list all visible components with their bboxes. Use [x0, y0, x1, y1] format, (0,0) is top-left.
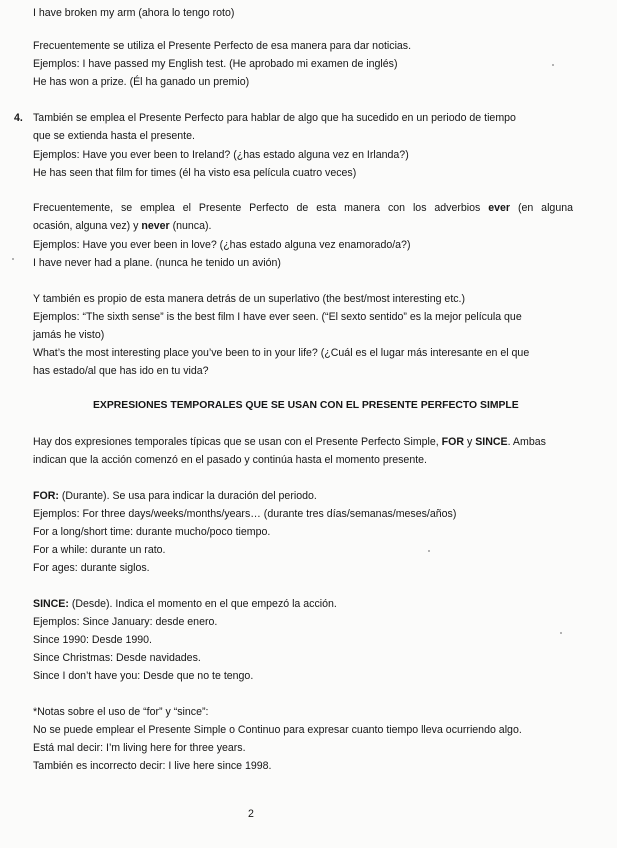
text-line: He has won a prize. (Él ha ganado un premio) [33, 76, 250, 88]
text-line: FOR: (Durante). Se usa para indicar la duración del periodo. [33, 490, 317, 502]
list-number: 4. [14, 112, 23, 124]
text-line: indican que la acción comenzó en el pasado y continúa hasta el momento presente. [33, 454, 427, 466]
keyword-for: FOR [441, 436, 465, 448]
text-line: Ejemplos: For three days/weeks/months/years… (durante tres días/semanas/meses/años) [33, 508, 457, 520]
text-line: También se emplea el Presente Perfecto para hablar de algo que ha sucedido en un periodo de tiempo [33, 112, 516, 124]
text-line: For a long/short time: durante mucho/poco tiempo. [33, 526, 271, 538]
text-line: *Notas sobre el uso de “for” y “since”: [33, 706, 209, 718]
text-line: I have never had a plane. (nunca he tenido un avión) [33, 257, 281, 269]
text-line: Ejemplos: Have you ever been in love? (¿has estado alguna vez enamorado/a?) [33, 239, 411, 251]
text-line: I have broken my arm (ahora lo tengo roto) [33, 7, 235, 19]
text-line: For ages: durante siglos. [33, 562, 150, 574]
keyword-since: SINCE [475, 436, 508, 448]
text-line: has estado/al que has ido en tu vida? [33, 365, 209, 377]
text-line: También es incorrecto decir: I live here since 1998. [33, 760, 272, 772]
text-line: Está mal decir: I’m living here for three years. [33, 742, 246, 754]
scan-speck [552, 64, 554, 66]
text-line: Ejemplos: “The sixth sense” is the best film I have ever seen. (“El sexto sentido” es la mejor película que [33, 311, 522, 323]
text-line: Hay dos expresiones temporales típicas que se usan con el Presente Perfecto Simple, FOR y SINCE. Ambas [33, 436, 546, 448]
text-line: que se extienda hasta el presente. [33, 130, 195, 142]
text-line: jamás he visto) [33, 329, 105, 341]
text-line: Since 1990: Desde 1990. [33, 634, 152, 646]
page-number: 2 [248, 808, 254, 820]
text-line: For a while: durante un rato. [33, 544, 166, 556]
text-line: SINCE: (Desde). Indica el momento en el que empezó la acción. [33, 598, 337, 610]
term-for: FOR: [33, 490, 59, 502]
text-line: He has seen that film for times (él ha visto esa película cuatro veces) [33, 167, 357, 179]
text-line: Frecuentemente se utiliza el Presente Perfecto de esa manera para dar noticias. [33, 40, 412, 52]
text-line: What’s the most interesting place you’ve been to in your life? (¿Cuál es el lugar más interesante en el que [33, 347, 530, 359]
text-line: Ejemplos: Have you ever been to Ireland? (¿has estado alguna vez en Irlanda?) [33, 149, 409, 161]
scan-speck [428, 550, 430, 552]
keyword-never: never [141, 220, 170, 232]
text-line: Y también es propio de esta manera detrás de un superlativo (the best/most interesting etc.) [33, 293, 466, 305]
text-line: Frecuentemente, se emplea el Presente Perfecto de esta manera con los adverbios ever (en alguna [33, 202, 573, 214]
text-line: No se puede emplear el Presente Simple o Continuo para expresar cuanto tiempo lleva ocurriendo algo. [33, 724, 522, 736]
text-line: Ejemplos: I have passed my English test. (He aprobado mi examen de inglés) [33, 58, 398, 70]
term-since: SINCE: [33, 598, 69, 610]
keyword-ever: ever [488, 202, 511, 214]
text-line: Since I don’t have you: Desde que no te tengo. [33, 670, 254, 682]
text-line: ocasión, alguna vez) y never (nunca). [33, 220, 212, 232]
scan-speck [12, 258, 14, 260]
text-line: Ejemplos: Since January: desde enero. [33, 616, 218, 628]
section-heading: EXPRESIONES TEMPORALES QUE SE USAN CON EL PRESENTE PERFECTO SIMPLE [93, 400, 519, 411]
scan-speck [560, 632, 562, 634]
text-line: Since Christmas: Desde navidades. [33, 652, 201, 664]
